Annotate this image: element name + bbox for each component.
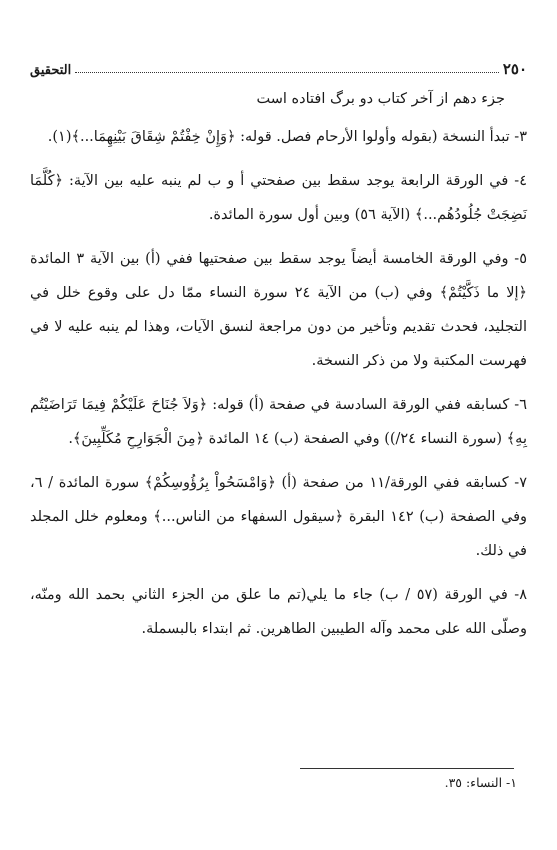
footnote: ١- النساء: ٣٥. <box>444 775 517 790</box>
body-text <box>30 82 527 656</box>
intro-line: جزء دهم از آخر کتاب دو برگ افتاده است <box>256 91 505 107</box>
page-number: ٢٥٠ <box>502 60 527 78</box>
paragraph-4: ٤- في الورقة الرابعة يوجد سقط بين صفحتي أ و ب لم ينبه عليه بين الآية: ﴿كُلَّمَا نَضِجَتْ جُلُودُهُم...﴾ (الآية ٥٦) وبين أول سورة المائدة. <box>30 173 527 223</box>
paragraph-6: ٦- كسابقه ففي الورقة السادسة في صفحة (أ) قوله: ﴿وَلاَ جُنَاحَ عَلَيْكُمْ فِيمَا تَرَاضَيْتُم بِهِ﴾ (سورة النساء ٢٤/)) وفي الصفحة (ب) ١٤ المائدة ﴿مِنَ الْجَوَارِحِ مُكَلِّبِينَ﴾. <box>30 397 527 447</box>
paragraph-5: ٥- وفي الورقة الخامسة أيضاً يوجد سقط بين صفحتيها ففي (أ) بين الآية ٣ المائدة ﴿إلا ما ذَكَّيْتُمْ﴾ وفي (ب) من الآية ٢٤ سورة النساء ممّا دل على وقوع خلل في التجليد، فحدث تقديم وتأخير من دون مراجعة لنسق الآيات، وهذا لم ينبه عليه لا في فهرست المكتبة ولا من ذكر النسخة. <box>30 251 527 369</box>
running-title: التحقيق <box>30 63 72 78</box>
paragraph-7: ٧- كسابقه ففي الورقة/١١ من صفحة (أ) ﴿وَامْسَحُواْ بِرُؤُوسِكُمْ﴾ سورة المائدة / ٦، وفي الصفحة (ب) ١٤٢ البقرة ﴿سيقول السفهاء من الناس...﴾ ومعلوم خلل المجلد في ذلك. <box>30 475 528 559</box>
header-dotted-leader <box>75 72 499 73</box>
footnote-separator <box>300 768 514 769</box>
paragraph-3: ٣- تبدأ النسخة (بقوله وأولوا الأرحام فصل. قوله: ﴿وَإِنْ خِفْتُمْ شِقَاقَ بَيْنِهِمَا...﴾(١). <box>47 129 527 145</box>
page-header <box>30 54 527 78</box>
paragraph-8: ٨- في الورقة (٥٧ / ب) جاء ما يلي(تم ما علق من الجزء الثاني بحمد الله ومنّه، وصلّى الله على محمد وآله الطيبين الطاهرين. ثم ابتداء بالبسملة. <box>30 587 528 637</box>
